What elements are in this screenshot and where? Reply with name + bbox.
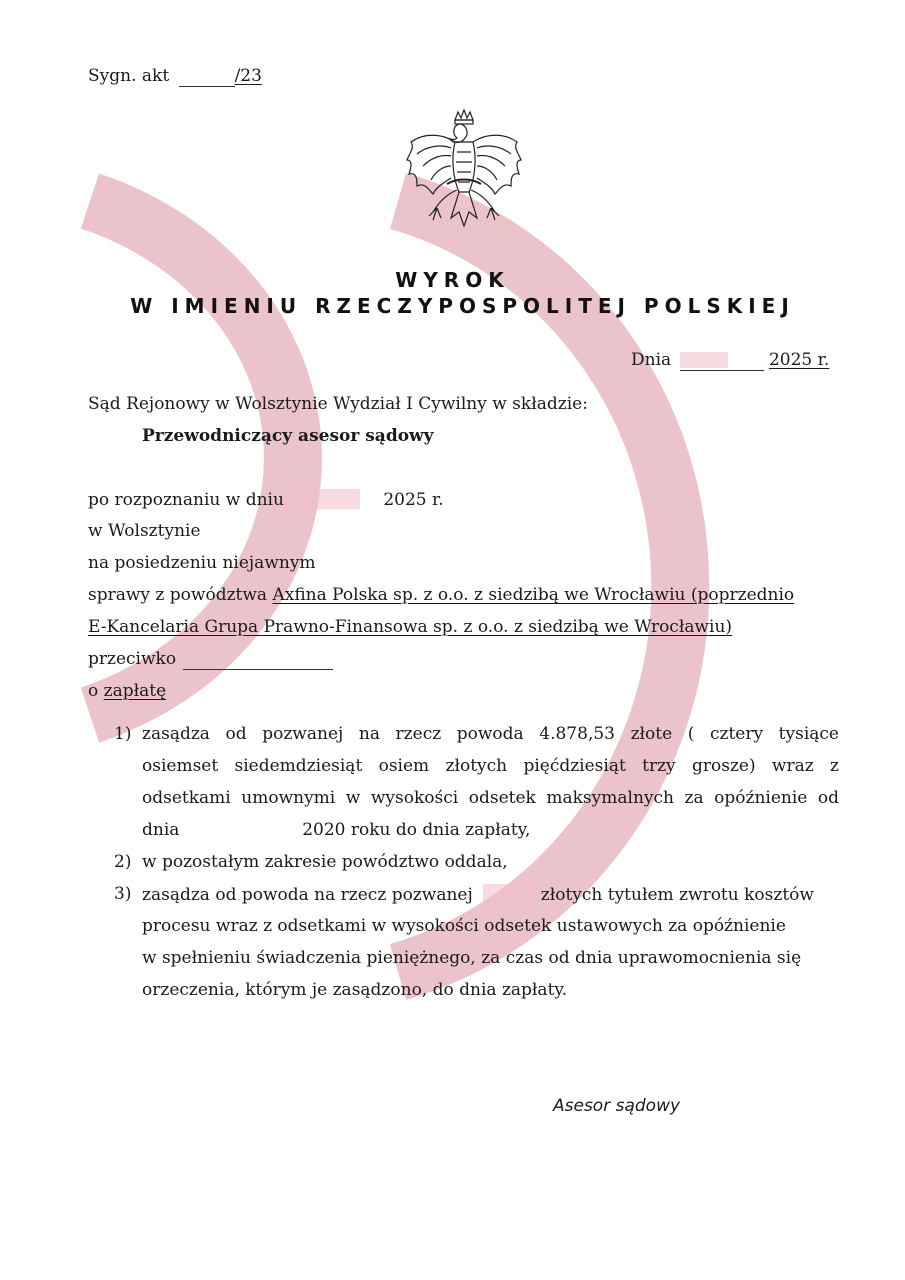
plaintiff-line-1 bbox=[88, 585, 794, 605]
plaintiff-name: Axfina Polska sp. z o.o. z siedzibą we Wrocławiu (poprzednio bbox=[272, 585, 795, 605]
defendant-redacted bbox=[183, 649, 333, 670]
ruling-3-number: 3) bbox=[114, 884, 132, 904]
case-number-blank bbox=[179, 66, 235, 87]
hearing-place: w Wolsztynie bbox=[88, 521, 201, 541]
date-line bbox=[631, 350, 829, 371]
signature-label: Asesor sądowy bbox=[553, 1096, 681, 1116]
presiding-label: Przewodniczący asesor sądowy bbox=[142, 426, 434, 446]
ruling-3-suffix: złotych tytułem zwrotu kosztów bbox=[540, 885, 814, 905]
hearing-label: po rozpoznaniu w dniu bbox=[88, 490, 284, 510]
defendant-line bbox=[88, 649, 333, 670]
ruling-1-line-1: zasądza od pozwanej na rzecz powoda 4.878,53 złote ( cztery tysiące bbox=[142, 724, 839, 744]
ruling-2-line-1: w pozostałym zakresie powództwo oddala, bbox=[142, 852, 508, 872]
subject-prefix: o bbox=[88, 681, 99, 701]
presiding-judge bbox=[142, 426, 434, 446]
plaintiff-line-2: E-Kancelaria Grupa Prawno-Finansowa sp. z o.o. z siedzibą we Wrocławiu) bbox=[88, 617, 733, 637]
polish-eagle-icon bbox=[403, 108, 525, 240]
ruling-2-number: 2) bbox=[114, 852, 132, 872]
ruling-3-amount-redacted bbox=[483, 884, 535, 904]
claim-prefix: sprawy z powództwa bbox=[88, 585, 268, 605]
case-signature-suffix: /23 bbox=[234, 66, 262, 86]
court-composition: Sąd Rejonowy w Wolsztynie Wydział I Cywilny w składzie: bbox=[88, 394, 588, 414]
subject-text: zapłatę bbox=[103, 681, 167, 701]
ruling-3-line-3: w spełnieniu świadczenia pieniężnego, za czas od dnia uprawomocnienia się bbox=[142, 948, 802, 968]
ruling-1-line-3: odsetkami umownymi w wysokości odsetek maksymalnych za opóźnienie od bbox=[142, 788, 839, 808]
ruling-3-prefix: zasądza od powoda na rzecz pozwanej bbox=[142, 885, 473, 905]
against-label: przeciwko bbox=[88, 649, 177, 669]
case-signature bbox=[88, 66, 262, 87]
ruling-1-number: 1) bbox=[114, 724, 132, 744]
hearing-date-redacted bbox=[284, 489, 360, 509]
date-redacted bbox=[680, 350, 764, 371]
judgment-subtitle: W IMIENIU RZECZYPOSPOLITEJ POLSKIEJ bbox=[130, 294, 795, 318]
ruling-1-line-4 bbox=[142, 820, 530, 840]
date-year: 2025 r. bbox=[768, 350, 830, 370]
ruling-1-date-suffix: 2020 roku do dnia zapłaty, bbox=[302, 820, 531, 840]
ruling-1-date-prefix: dnia bbox=[142, 820, 180, 840]
subject-line bbox=[88, 681, 166, 701]
date-label: Dnia bbox=[631, 350, 672, 370]
ruling-3-line-4: orzeczenia, którym je zasądzono, do dnia zapłaty. bbox=[142, 980, 568, 1000]
hearing-date-line bbox=[88, 489, 444, 510]
ruling-3-line-1 bbox=[142, 884, 814, 905]
signature-block bbox=[553, 1096, 680, 1116]
ruling-1-line-2: osiemset siedemdziesiąt osiem złotych pięćdziesiąt trzy grosze) wraz z bbox=[142, 756, 839, 776]
judgment-title: WYROK bbox=[395, 268, 510, 292]
hearing-year: 2025 r. bbox=[383, 490, 444, 510]
ruling-3-line-2: procesu wraz z odsetkami w wysokości odsetek ustawowych za opóźnienie bbox=[142, 916, 786, 936]
case-signature-label: Sygn. akt bbox=[88, 66, 170, 86]
session-type: na posiedzeniu niejawnym bbox=[88, 553, 316, 573]
